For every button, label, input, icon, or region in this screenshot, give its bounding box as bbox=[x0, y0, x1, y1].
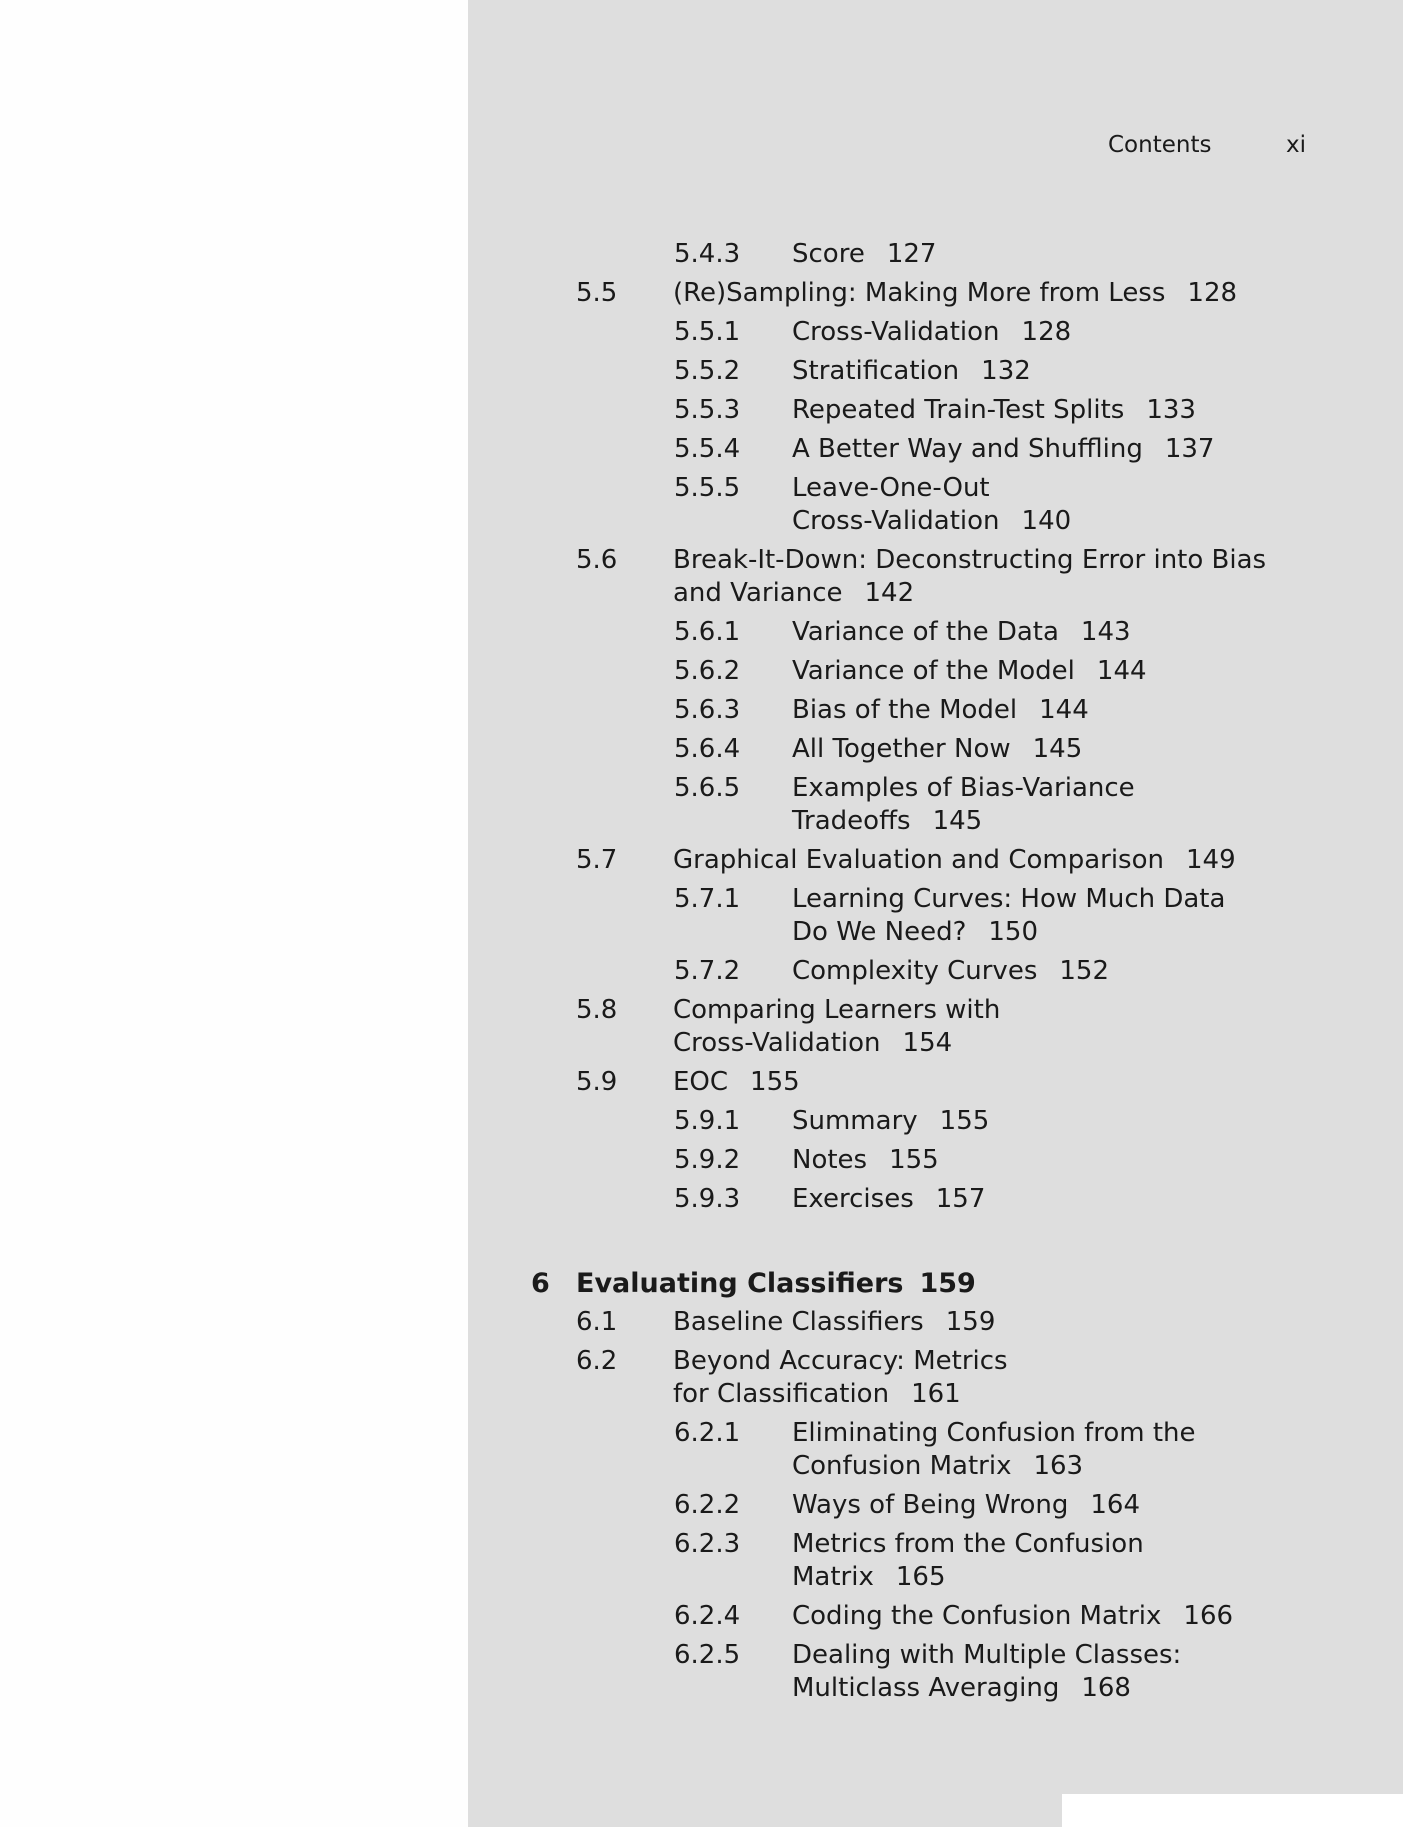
toc-entry-title: Complexity Curves 152 bbox=[792, 956, 1110, 986]
toc-entry-number: 5.9 bbox=[576, 1067, 618, 1097]
toc-entry-title: and Variance 142 bbox=[673, 578, 915, 608]
toc-entry-page-number: 127 bbox=[886, 239, 937, 269]
toc-entry-title: All Together Now 145 bbox=[792, 734, 1083, 764]
toc-entry-page-number: 155 bbox=[939, 1106, 990, 1136]
toc-entry-number: 5.9.3 bbox=[674, 1184, 741, 1214]
toc-entry-number: 5.7 bbox=[576, 845, 618, 875]
toc-entry-number: 5.8 bbox=[576, 995, 618, 1025]
toc-entry-number: 6.2.2 bbox=[674, 1490, 741, 1520]
toc-entry-number: 6.2.5 bbox=[674, 1640, 741, 1670]
running-header-title: Contents bbox=[1108, 132, 1212, 158]
toc-entry-number: 5.6.3 bbox=[674, 695, 741, 725]
toc-entry-title: Break-It-Down: Deconstructing Error into Bias bbox=[673, 545, 1267, 575]
toc-entry-title: Learning Curves: How Much Data bbox=[792, 884, 1226, 914]
toc-entry-number: 5.5.2 bbox=[674, 356, 741, 386]
toc-entry-number: 5.6.1 bbox=[674, 617, 741, 647]
toc-entry-title: Cross-Validation 140 bbox=[792, 506, 1072, 536]
toc-entry-title: Stratification 132 bbox=[792, 356, 1031, 386]
toc-entry-title: Summary 155 bbox=[792, 1106, 990, 1136]
toc-entry-title: Bias of the Model 144 bbox=[792, 695, 1089, 725]
toc-entry-page-number: 165 bbox=[895, 1562, 946, 1592]
toc-entry-number: 6.2.4 bbox=[674, 1601, 741, 1631]
toc-entry-page-number: 161 bbox=[911, 1379, 961, 1409]
toc-entry-page-number: 159 bbox=[945, 1307, 996, 1337]
toc-entry-title: Eliminating Confusion from the bbox=[792, 1418, 1196, 1448]
toc-entry-page-number: 142 bbox=[864, 578, 915, 608]
toc-entry-page-number: 137 bbox=[1164, 434, 1215, 464]
toc-entry-title: Score 127 bbox=[792, 239, 937, 269]
toc-entry-title: Leave-One-Out bbox=[792, 473, 990, 503]
toc-entry-number: 5.7.1 bbox=[674, 884, 741, 914]
toc-entry-number: 5.5.5 bbox=[674, 473, 741, 503]
toc-entry-number: 5.9.1 bbox=[674, 1106, 741, 1136]
toc-entry-title: Variance of the Model 144 bbox=[792, 656, 1147, 686]
toc-entry-number: 6.2.3 bbox=[674, 1529, 741, 1559]
toc-entry-page-number: 150 bbox=[988, 917, 1039, 947]
toc-entry-page-number: 168 bbox=[1081, 1673, 1131, 1703]
toc-entry-page-number: 140 bbox=[1021, 506, 1072, 536]
toc-entry-title: Examples of Bias-Variance bbox=[792, 773, 1135, 803]
toc-entry-title: Do We Need? 150 bbox=[792, 917, 1039, 947]
toc-entry-page-number: 144 bbox=[1039, 695, 1089, 725]
toc-entry-title: Multiclass Averaging 168 bbox=[792, 1673, 1131, 1703]
toc-entry-page-number: 155 bbox=[750, 1067, 800, 1097]
toc-entry-title: Notes 155 bbox=[792, 1145, 939, 1175]
toc-entry-title: Evaluating Classifiers 159 bbox=[576, 1268, 976, 1299]
toc-entry-page-number: 143 bbox=[1080, 617, 1131, 647]
toc-entry-number: 5.6.2 bbox=[674, 656, 741, 686]
toc-entry-title: A Better Way and Shuffling 137 bbox=[792, 434, 1215, 464]
toc-entry-number: 5.4.3 bbox=[674, 239, 741, 269]
toc-entry-title: Coding the Confusion Matrix 166 bbox=[792, 1601, 1234, 1631]
toc-entry-page-number: 163 bbox=[1033, 1451, 1084, 1481]
toc-entry-page-number: 164 bbox=[1090, 1490, 1140, 1520]
toc-entry-number: 5.6.4 bbox=[674, 734, 741, 764]
toc-entry-number: 5.6 bbox=[576, 545, 618, 575]
toc-entry-page-number: 145 bbox=[1032, 734, 1083, 764]
toc-entry-title: Tradeoffs 145 bbox=[792, 806, 983, 836]
toc-entry-title: Repeated Train-Test Splits 133 bbox=[792, 395, 1196, 425]
toc-entry-title: Graphical Evaluation and Comparison 149 bbox=[673, 845, 1236, 875]
toc-entry-number: 5.7.2 bbox=[674, 956, 741, 986]
toc-entry-title: for Classification 161 bbox=[673, 1379, 961, 1409]
toc-entry-page-number: 133 bbox=[1146, 395, 1196, 425]
toc-entry-number: 6.1 bbox=[576, 1307, 618, 1337]
toc-entry-number: 6.2.1 bbox=[674, 1418, 741, 1448]
toc-entry-title: Beyond Accuracy: Metrics bbox=[673, 1346, 1008, 1376]
toc-entry-number: 5.5.1 bbox=[674, 317, 741, 347]
toc-entry-page-number: 154 bbox=[902, 1028, 953, 1058]
toc-entry-title: Metrics from the Confusion bbox=[792, 1529, 1144, 1559]
toc-entry-page-number: 159 bbox=[919, 1268, 976, 1299]
toc-entry-title: Exercises 157 bbox=[792, 1184, 986, 1214]
toc-entry-page-number: 152 bbox=[1059, 956, 1110, 986]
toc-entry-number: 5.9.2 bbox=[674, 1145, 741, 1175]
toc-entry-page-number: 166 bbox=[1183, 1601, 1234, 1631]
toc-entry-title: Baseline Classifiers 159 bbox=[673, 1307, 996, 1337]
toc-entry-page-number: 132 bbox=[981, 356, 1031, 386]
toc-entry-title: Cross-Validation 154 bbox=[673, 1028, 953, 1058]
toc-entry-page-number: 155 bbox=[889, 1145, 939, 1175]
toc-entry-title: Dealing with Multiple Classes: bbox=[792, 1640, 1182, 1670]
toc-entry-number: 5.6.5 bbox=[674, 773, 741, 803]
running-header-page-number: xi bbox=[1286, 132, 1307, 158]
toc-entry-number: 6.2 bbox=[576, 1346, 618, 1376]
toc-entry-title: Variance of the Data 143 bbox=[792, 617, 1131, 647]
toc-entry-title: Cross-Validation 128 bbox=[792, 317, 1072, 347]
toc-entry-title: Comparing Learners with bbox=[673, 995, 1001, 1025]
toc-entry-page-number: 145 bbox=[932, 806, 983, 836]
toc-entry-title: EOC 155 bbox=[673, 1067, 800, 1097]
toc-entry-number: 6 bbox=[531, 1268, 550, 1299]
toc-entry-title: Ways of Being Wrong 164 bbox=[792, 1490, 1140, 1520]
toc-entry-number: 5.5.4 bbox=[674, 434, 741, 464]
toc-entry-title: Matrix 165 bbox=[792, 1562, 946, 1592]
toc-entry-page-number: 128 bbox=[1187, 278, 1238, 308]
toc-entry-title: (Re)Sampling: Making More from Less 128 bbox=[673, 278, 1238, 308]
toc-entry-page-number: 157 bbox=[935, 1184, 986, 1214]
toc-entry-number: 5.5.3 bbox=[674, 395, 741, 425]
toc-entry-page-number: 144 bbox=[1096, 656, 1147, 686]
toc-entry-page-number: 149 bbox=[1186, 845, 1236, 875]
toc-entry-number: 5.5 bbox=[576, 278, 618, 308]
toc-entry-title: Confusion Matrix 163 bbox=[792, 1451, 1084, 1481]
toc-entry-page-number: 128 bbox=[1021, 317, 1072, 347]
